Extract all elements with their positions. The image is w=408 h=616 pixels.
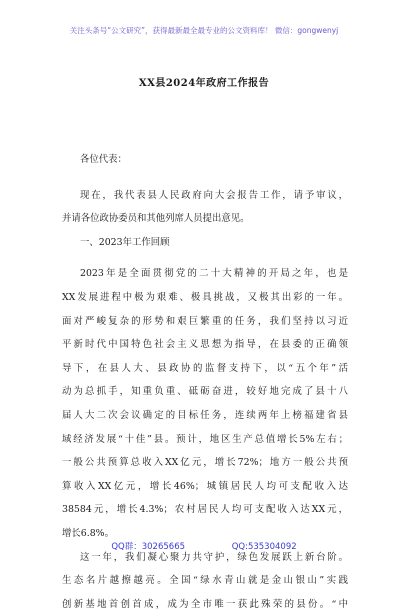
salutation: 各位代表： (62, 148, 348, 172)
text-line: 算收入XX亿元，增长46%；城镇居民人均可支配收入达 (62, 475, 348, 499)
text-line: 创新基地首创首成，成为全市唯一获此殊荣的县份。“中 (62, 593, 348, 616)
text-line: 导下，在县人大、县政协的监督支持下，以“五个年”活 (62, 357, 348, 381)
text-line: 这一年，我们凝心聚力共守护，绿色发展跃上新台阶。 (62, 546, 348, 570)
paragraph-ecology (62, 546, 348, 616)
text-line: 2023年是全面贯彻党的二十大精神的开局之年，也是 (62, 262, 348, 286)
header-note: 关注头条号“公文研究”，获得最新最全最专业的公文资料库！ 微信：gongwenyj (0, 25, 408, 36)
text-line: 域经济发展“十佳”县。预计，地区生产总值增长5%左右； (62, 428, 348, 452)
paragraph-review (62, 262, 348, 545)
text-line: 平新时代中国特色社会主义思想为指导，在县委的正确领 (62, 333, 348, 357)
text-line: 38584元，增长4.3%；农村居民人均可支配收入达XX元， (62, 498, 348, 522)
text-line: 动为总抓手，知重负重、砥砺奋进，较好地完成了县十八 (62, 380, 348, 404)
section-heading (62, 231, 348, 255)
document-title: XX县2024年政府工作报告 (0, 74, 408, 89)
text-line: 面对严峻复杂的形势和艰巨繁重的任务，我们坚持以习近 (62, 310, 348, 334)
text-line: 并请各位政协委员和其他列席人员提出意见。 (62, 207, 348, 231)
paragraph-intro (44, 184, 348, 231)
footer (0, 540, 408, 552)
text-line: 一般公共预算总收入XX亿元，增长72%；地方一般公共预 (62, 451, 348, 475)
footer-qq-contact: QQ:535304092 (232, 542, 297, 552)
text-line: 现在，我代表县人民政府向大会报告工作，请予审议， (62, 184, 348, 208)
text-line: 增长6.8%。 (62, 522, 348, 546)
text-line: 一、2023年工作回顾 (62, 231, 348, 255)
text-line: 生态名片越擦越亮。全国“绿水青山就是金山银山”实践 (62, 569, 348, 593)
text-line: XX发展进程中极为艰难、极具挑战，又极其出彩的一年。 (62, 286, 348, 310)
footer-qq-group: QQ群：30265665 (111, 542, 185, 552)
text-line: 届人大二次会议确定的目标任务，连续两年上榜福建省县 (62, 404, 348, 428)
